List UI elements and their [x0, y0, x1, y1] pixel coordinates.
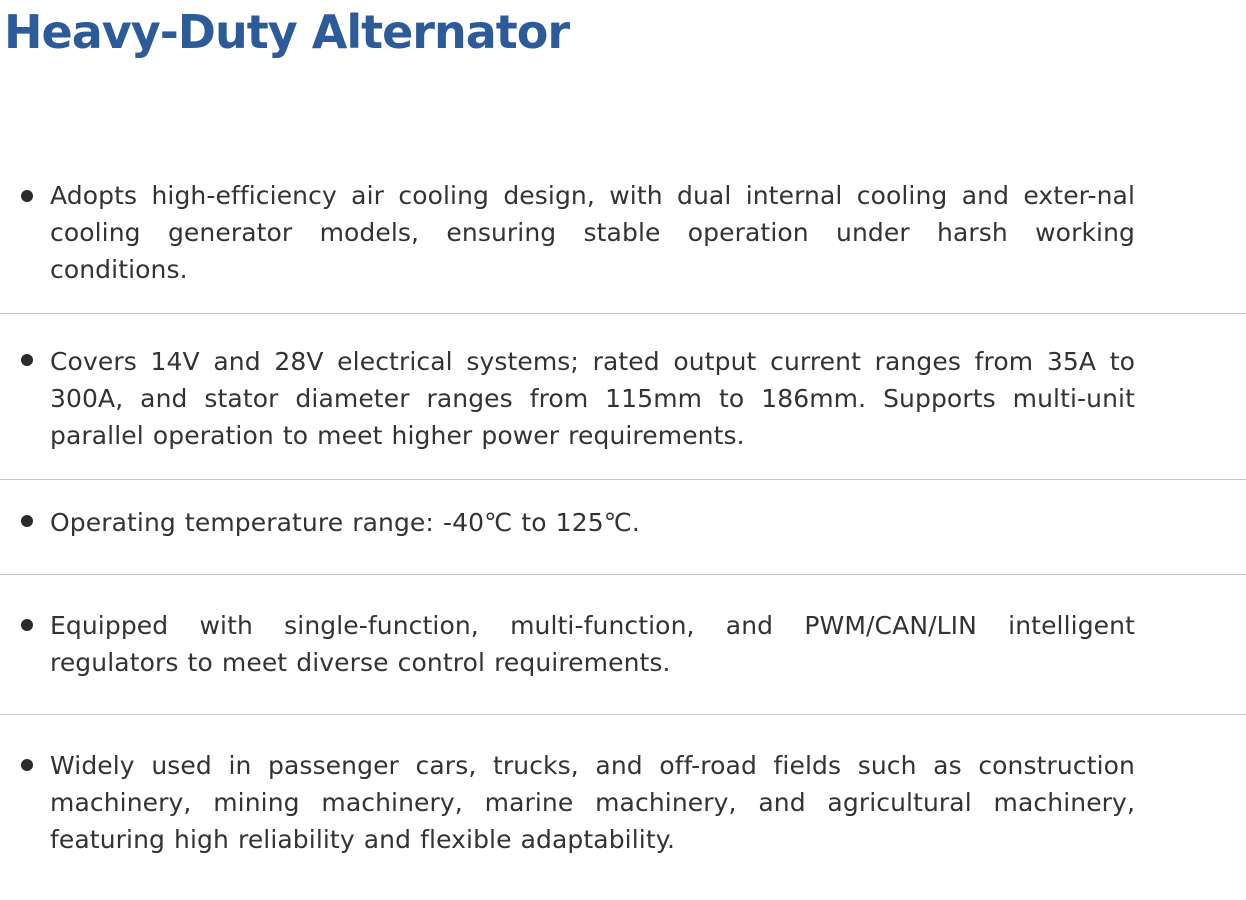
- feature-text: Operating temperature range: -40℃ to 125℃.: [50, 508, 640, 537]
- divider: [0, 479, 1246, 480]
- divider: [0, 574, 1246, 575]
- bullet-icon: [21, 354, 33, 366]
- feature-text: Widely used in passenger cars, trucks, and off-road fields such as construction machinery, mining machinery, marine machinery, and agricultural machinery, featuring high reliability and flexible adaptability.: [50, 751, 1135, 854]
- page-title: Heavy-Duty Alternator: [4, 5, 570, 59]
- bullet-icon: [21, 190, 33, 202]
- divider: [0, 714, 1246, 715]
- bullet-icon: [21, 515, 33, 527]
- feature-text: Covers 14V and 28V electrical systems; rated output current ranges from 35A to 300A, and stator diameter ranges from 115mm to 186mm. Supports multi-unit parallel operation to meet higher power requirements.: [50, 347, 1135, 450]
- feature-text: Equipped with single-function, multi-function, and PWM/CAN/LIN intelligent regulators to meet diverse control requirements.: [50, 611, 1135, 677]
- divider: [0, 313, 1246, 314]
- bullet-icon: [21, 619, 33, 631]
- feature-text: Adopts high-efficiency air cooling design, with dual internal cooling and exter-nal cooling generator models, ensuring stable operation under harsh working conditions.: [50, 181, 1135, 284]
- bullet-icon: [21, 759, 33, 771]
